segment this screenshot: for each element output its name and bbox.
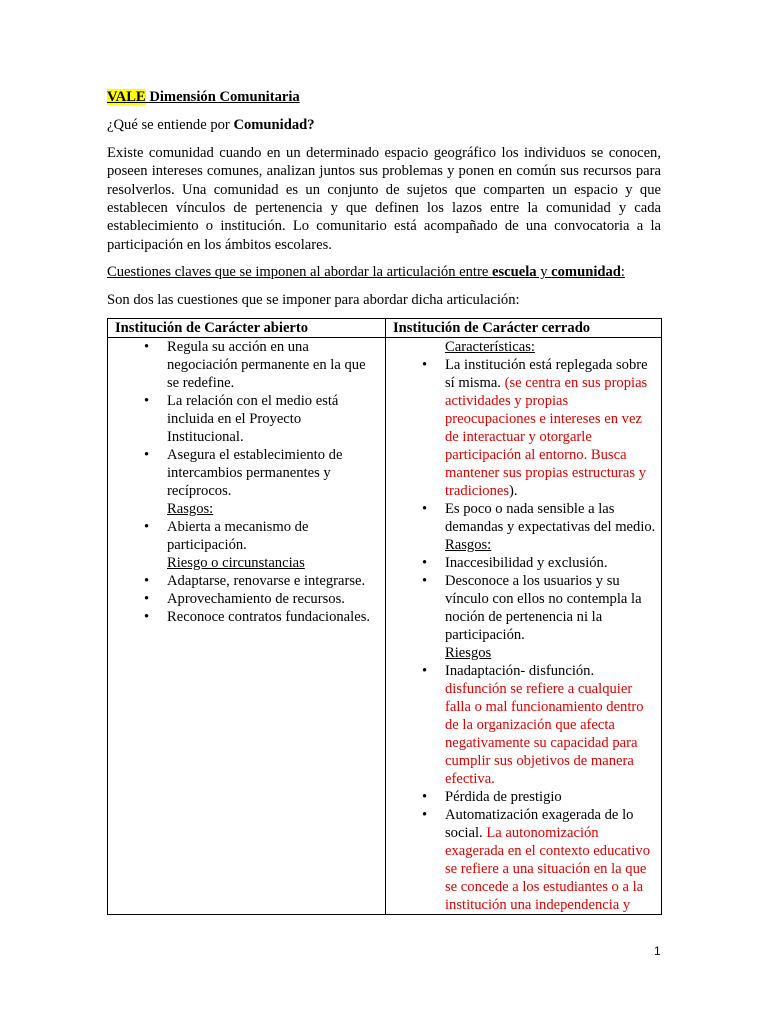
col2-caracteristicas-label: Características: (445, 339, 535, 356)
col2-header: Institución de Carácter cerrado (386, 319, 662, 338)
col2-riesgos-label: Riesgos (445, 645, 492, 662)
cuestiones-end: : (620, 264, 625, 281)
col1-riesgo-label: Riesgo o circunstancias (167, 555, 305, 572)
col2-list-a (393, 356, 657, 536)
title-highlight: VALE (107, 89, 146, 105)
document-title (107, 88, 661, 106)
col1-list-c (115, 572, 381, 626)
col1-list-a (115, 338, 381, 500)
list-item: • Asegura el establecimiento de intercambios permanentes y recíprocos. (167, 446, 381, 500)
cuestiones-comunidad: comunidad (551, 264, 621, 281)
title-text: Dimensión Comunitaria (145, 89, 300, 105)
cuestiones-prefix: Cuestiones claves que se imponen al abordar la articulación entre (107, 264, 492, 281)
item-text: La institución está replegada sobre sí misma. (445, 357, 648, 392)
question-prefix: ¿Qué se entiende por (107, 117, 234, 134)
col2-list-c (393, 662, 657, 914)
page-number: 1 (654, 944, 661, 958)
col1-cell (108, 338, 386, 915)
col1-list-b (115, 518, 381, 554)
cuestiones-mid: y (536, 264, 552, 281)
list-item: • Aprovechamiento de recursos. (167, 590, 381, 608)
list-item: • Pérdida de prestigio (445, 788, 657, 806)
cuestiones-escuela: escuela (491, 264, 537, 281)
list-item: • Regula su acción en una negociación permanente en la que se redefine. (167, 338, 381, 392)
col2-list-b (393, 554, 657, 644)
list-item (445, 356, 657, 500)
cuestiones-heading (107, 263, 661, 281)
son-dos-line: Son dos las cuestiones que se imponer para abordar dicha articulación: (107, 291, 520, 308)
list-item: • Inaccesibilidad y exclusión. (445, 554, 657, 572)
community-paragraph: Existe comunidad cuando en un determinado espacio geográfico los individuos se conocen, poseen intereses comunes, analizan juntos sus problemas y ponen en común sus recursos para resolverlos. Una comunidad es un conjunto de sujetos que comparten un espacio y que establecen vínculos de pertenencia y que definen los lazos entre la comunidad y cada establecimiento o institución. Lo comunitario está acompañado de una convocatoria a la participación en los ámbitos escolares. (107, 144, 661, 253)
list-item: • Abierta a mecanismo de participación. (167, 518, 381, 554)
list-item (445, 806, 657, 914)
item-text: • Inadaptación- disfunción. (445, 663, 595, 680)
list-item: • La relación con el medio está incluida en el Proyecto Institucional. (167, 392, 381, 446)
document-page (107, 88, 661, 915)
list-item: • Adaptarse, renovarse e integrarse. (167, 572, 381, 590)
item-annotation: disfunción se refiere a cualquier falla o mal funcionamiento dentro de la organización que afecta negativamente su capacidad para cumplir sus objetivos de manera efectiva. (445, 681, 644, 788)
col1-header: Institución de Carácter abierto (108, 319, 386, 338)
question-term: Comunidad? (233, 117, 315, 134)
col1-rasgos-label: Rasgos: (167, 501, 214, 518)
item-annotation: (se centra en sus propias actividades y propias preocupaciones e intereses en vez de interactuar y otorgarle participación al entorno. Busca mantener sus propias estructuras y tradiciones (445, 375, 648, 500)
item-text-end: ). (509, 483, 518, 500)
table-header-row (108, 319, 662, 338)
item-annotation: La autonomización exagerada en el contexto educativo se refiere a una situación en la que se concede a los estudiantes o a la institución una independencia y (445, 825, 651, 914)
list-item: • Reconoce contratos fundacionales. (167, 608, 381, 626)
col2-cell (386, 338, 662, 915)
question-line (107, 116, 661, 134)
list-item: • Es poco o nada sensible a las demandas y expectativas del medio. (445, 500, 657, 536)
list-item (445, 662, 657, 788)
table-body-row (108, 338, 662, 915)
comparison-table (107, 318, 662, 915)
col2-rasgos-label: Rasgos: (445, 537, 492, 554)
list-item: • Desconoce a los usuarios y su vínculo con ellos no contempla la noción de pertenencia ni la participación. (445, 572, 657, 644)
item-text: Automatización exagerada de lo social. (445, 807, 634, 842)
